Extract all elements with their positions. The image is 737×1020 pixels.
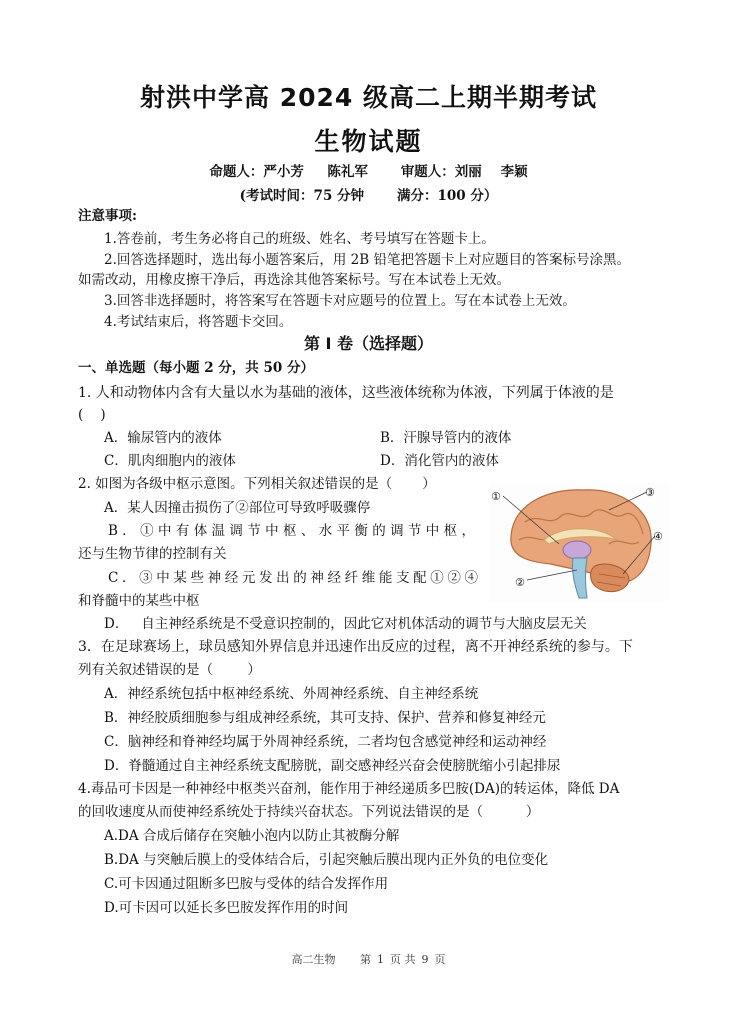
fig-label-2: ② — [515, 576, 525, 589]
q4-option-b: B.DA 与突触后膜上的受体结合后，引起突触后膜出现内正外负的电位变化 — [104, 852, 549, 868]
q3-option-d: D．脊髓通过自主神经系统支配膀胱，副交感神经兴奋会使膀胱缩小引起排尿 — [104, 758, 561, 774]
q3-stem-cont: 列有关叙述错误的是（ ） — [78, 662, 261, 678]
q3-stem: 3．在足球赛场上，球员感知外界信息并迅速作出反应的过程，离不开神经系统的参与。下 — [78, 639, 633, 655]
q3-option-b: B．神经胶质细胞参与组成神经系统，其可支持、保护、营养和修复神经元 — [104, 710, 546, 726]
footer-page-prefix: 第 — [360, 953, 371, 966]
note-item-3: 3.回答非选择题时，将答案写在答题卡对应题号的位置上。写在本试卷上无效。 — [104, 293, 576, 309]
q4-option-c: C.可卡因通过阻断多巴胺与受体的结合发挥作用 — [104, 876, 389, 892]
q3-option-a: A．神经系统包括中枢神经系统、外周神经系统、自主神经系统 — [104, 686, 479, 702]
note-item-2-cont: 如需改动，用橡皮擦干净后，再选涂其他答案标号。写在本试卷上无效。 — [78, 272, 510, 288]
brain-diagram — [489, 482, 669, 602]
page-footer — [0, 951, 737, 967]
q1-stem: 1. 人和动物体内含有大量以水为基础的液体，这些液体统称为体液，下列属于体液的是 — [78, 385, 614, 401]
subject-title: 生物试题 — [314, 127, 423, 156]
q1-option-d: D．消化管内的液体 — [380, 453, 499, 469]
note-item-4: 4.考试结束后，将答题卡交回。 — [104, 314, 293, 330]
time-score-line: (考试时间：75 分钟 满分：100 分） — [239, 188, 498, 204]
part-title: 一、单选题（每小题 2 分，共 50 分） — [78, 360, 314, 376]
footer-total-pages: 9 — [421, 953, 429, 966]
fig-label-4: ④ — [653, 530, 663, 543]
q2-option-c-cont: 和脊髓中的某些中枢 — [78, 593, 200, 609]
note-item-2: 2.回答选择题时，选出每小题答案后，用 2B 铅笔把答题卡上对应题目的答案标号涂黑。 — [104, 252, 630, 268]
q2-option-b-cont: 还与生物节律的控制有关 — [78, 546, 227, 562]
notes-heading: 注意事项: — [78, 208, 137, 224]
authors-line: 命题人：严小芳 陈礼军 审题人：刘丽 李颖 — [209, 164, 528, 180]
q2-option-d: D． 自主神经系统是不受意识控制的，因此它对机体活动的调节与大脑皮层无关 — [104, 616, 587, 632]
section-title: 第 I 卷（选择题） — [303, 334, 434, 353]
q4-stem-cont: 的回收速度从而使神经系统处于持续兴奋状态。下列说法错误的是（ ） — [78, 804, 540, 820]
q4-stem: 4.毒品可卡因是一种神经中枢类兴奋剂，能作用于神经递质多巴胺(DA)的转运体，降低 DA — [78, 781, 620, 797]
fig-label-3: ③ — [645, 486, 655, 499]
q2-stem: 2. 如图为各级中枢示意图。下列相关叙述错误的是（ ） — [78, 476, 436, 492]
footer-subject: 高二生物 — [291, 953, 336, 966]
footer-page-mid: 页 共 — [390, 953, 416, 966]
q2-option-b: B．①中有体温调节中枢、水平衡的调节中枢， — [108, 523, 475, 539]
footer-page-suffix: 页 — [434, 953, 446, 966]
q1-stem-cont: ( ) — [78, 407, 106, 423]
diencephalon-shape — [563, 541, 591, 559]
exam-title: 射洪中学高 2024 级高二上期半期考试 — [140, 83, 597, 112]
q3-option-c: C．脑神经和脊神经均属于外周神经系统，二者均包含感觉神经和运动神经 — [104, 734, 547, 750]
footer-page-number: 1 — [377, 953, 384, 966]
q1-option-c: C．肌肉细胞内的液体 — [104, 453, 236, 469]
q1-option-a: A．输尿管内的液体 — [104, 430, 222, 446]
q1-option-b: B．汗腺导管内的液体 — [380, 430, 512, 446]
note-item-1: 1.答卷前，考生务必将自己的班级、姓名、考号填写在答题卡上。 — [104, 231, 495, 247]
q2-option-c: C．③中某些神经元发出的神经纤维能支配①②④ — [108, 570, 478, 586]
fig-label-1: ① — [491, 490, 501, 503]
q4-option-d: D.可卡因可以延长多巴胺发挥作用的时间 — [104, 900, 349, 916]
q2-option-a: A．某人因撞击损伤了②部位可导致呼吸骤停 — [104, 500, 371, 516]
q4-option-a: A.DA 合成后储存在突触小泡内以防止其被酶分解 — [104, 828, 400, 844]
